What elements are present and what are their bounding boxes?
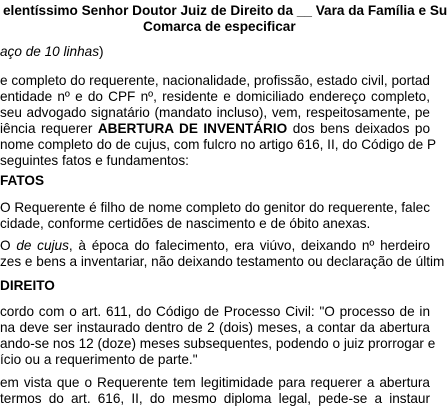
law-p1-line-4: ício ou a requerimento de parte." [0, 352, 198, 367]
facts-p2-line-1 [0, 238, 430, 254]
section-title-facts: FATOS [0, 173, 45, 188]
intro-line-3: seu advogado signatário (mandato incluso), vem, respeitosamente, pe [0, 105, 430, 120]
facts-p2-pre: O [0, 238, 17, 253]
intro-line-4-bold: ABERTURA DE INVENTÁRIO [97, 121, 288, 136]
intro-line-2: entidade nº e do CPF nº, residente e domiciliado endereço completo, [0, 89, 430, 104]
court-address-line-1: elentíssimo Senhor Doutor Juiz de Direito da __ Vara da Família e Su [3, 3, 447, 18]
facts-p2-line-2: zes e bens a inventariar, não deixando testamento ou declaração de últim [0, 254, 445, 269]
law-p1-line-3: ando-se nos 12 (doze) meses subsequentes, podendo o juiz prorrogar e [0, 336, 436, 351]
intro-line-1: e completo do requerente, nacionalidade, profissão, estado civil, portad [0, 73, 430, 88]
spacing-note [0, 44, 104, 60]
spacing-note-close: ) [99, 44, 104, 59]
section-title-law: DIREITO [0, 278, 55, 293]
facts-p1-line-1: O Requerente é filho de nome completo do genitor do requerente, falec [0, 200, 430, 215]
law-p2-line-2: termos do art. 616, II, do mesmo diploma legal, pede-se a instaur [0, 391, 430, 406]
law-p1-line-1: cordo com o art. 611, do Código de Processo Civil: "O processo de in [0, 304, 430, 319]
intro-line-4 [0, 121, 430, 137]
intro-line-4-post: dos bens deixados po [287, 121, 430, 136]
intro-line-5: nome completo do de cujus, com fulcro no artigo 616, II, do Código de P [0, 137, 437, 152]
facts-p2-italic: de cujus [16, 238, 69, 253]
facts-p2-post: , à época do falecimento, era viúvo, deixando nº herdeiro [68, 238, 430, 253]
law-p2-line-1: em vista que o Requerente tem legitimidade para requerer a abertura [0, 375, 430, 390]
spacing-note-text: aço de 10 linhas [0, 44, 100, 59]
facts-p1-line-2: cidade, conforme certidões de nascimento e de óbito anexas. [0, 216, 371, 231]
law-p1-line-2: na deve ser instaurado dentro de 2 (dois) meses, a contar da abertura [0, 320, 430, 335]
intro-line-6: seguintes fatos e fundamentos: [0, 153, 189, 168]
court-address-line-2: Comarca de especificar [143, 19, 296, 34]
intro-line-4-pre: iência requerer [0, 121, 98, 136]
